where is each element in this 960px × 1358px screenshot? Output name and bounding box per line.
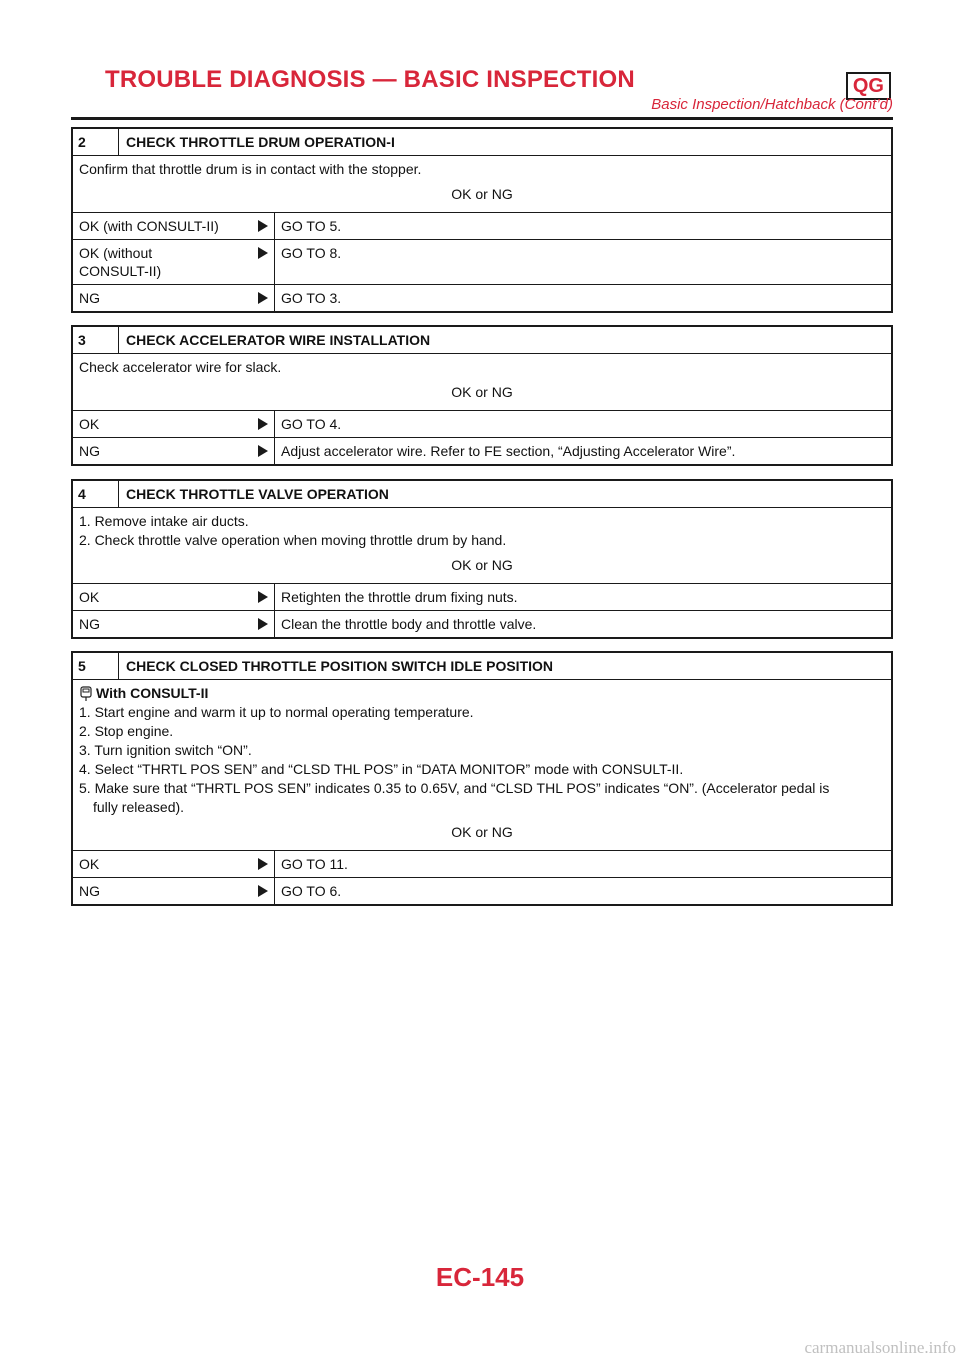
step-header bbox=[73, 653, 891, 680]
instruction-line: fully released). bbox=[93, 799, 185, 815]
step-header bbox=[73, 129, 891, 156]
engine-code-badge: QG bbox=[846, 72, 891, 100]
result-action: GO TO 6. bbox=[274, 878, 891, 904]
step-header bbox=[73, 481, 891, 508]
page-number: EC-145 bbox=[435, 1262, 525, 1292]
step-content bbox=[73, 508, 891, 584]
result-condition: OK bbox=[79, 856, 100, 872]
arrow-right-icon bbox=[258, 591, 268, 603]
instruction-line: 2. Check throttle valve operation when moving throttle drum by hand. bbox=[79, 532, 507, 548]
instruction-line: 2. Stop engine. bbox=[79, 723, 174, 739]
arrow-right-icon bbox=[258, 445, 268, 457]
result-row bbox=[73, 411, 891, 438]
section-subtitle: Basic Inspection/Hatchback (Cont’d) bbox=[651, 96, 893, 113]
step-content bbox=[73, 680, 891, 851]
ok-or-ng-label: OK or NG bbox=[451, 186, 513, 202]
result-row bbox=[73, 851, 891, 878]
step-number: 2 bbox=[73, 129, 119, 155]
arrow-right-icon bbox=[258, 858, 268, 870]
instruction-line: 1. Start engine and warm it up to normal operating temperature. bbox=[79, 704, 474, 720]
step-number: 5 bbox=[73, 653, 119, 679]
result-row bbox=[73, 611, 891, 637]
result-action: GO TO 4. bbox=[274, 411, 891, 437]
arrow-right-icon bbox=[258, 618, 268, 630]
section-title: TROUBLE DIAGNOSIS — BASIC INSPECTION bbox=[105, 66, 635, 93]
step-number: 4 bbox=[73, 481, 119, 507]
consult-label bbox=[79, 684, 885, 703]
result-condition: NG bbox=[79, 290, 100, 306]
ok-or-ng-label: OK or NG bbox=[451, 557, 513, 573]
result-action: Adjust accelerator wire. Refer to FE section, “Adjusting Accelerator Wire”. bbox=[274, 438, 891, 464]
result-action: GO TO 8. bbox=[274, 240, 891, 284]
result-action: Retighten the throttle drum fixing nuts. bbox=[274, 584, 891, 610]
result-row bbox=[73, 240, 891, 285]
step-header bbox=[73, 327, 891, 354]
arrow-right-icon bbox=[258, 418, 268, 430]
result-row bbox=[73, 213, 891, 240]
result-row bbox=[73, 878, 891, 904]
page-header bbox=[71, 66, 893, 120]
result-condition: OK (without CONSULT-II) bbox=[79, 245, 162, 279]
instruction-line: Confirm that throttle drum is in contact with the stopper. bbox=[79, 161, 422, 177]
arrow-right-icon bbox=[258, 292, 268, 304]
instruction-line: 4. Select “THRTL POS SEN” and “CLSD THL POS” in “DATA MONITOR” mode with CONSULT-II. bbox=[79, 761, 684, 777]
step-title: CHECK CLOSED THROTTLE POSITION SWITCH IDLE POSITION bbox=[126, 658, 554, 674]
ok-or-ng-label: OK or NG bbox=[451, 824, 513, 840]
result-action: Clean the throttle body and throttle valve. bbox=[274, 611, 891, 637]
ok-or-ng-label: OK or NG bbox=[451, 384, 513, 400]
arrow-right-icon bbox=[258, 885, 268, 897]
step-block-5 bbox=[71, 651, 893, 906]
step-number: 3 bbox=[73, 327, 119, 353]
result-condition: NG bbox=[79, 883, 100, 899]
result-row bbox=[73, 438, 891, 464]
step-title: CHECK THROTTLE VALVE OPERATION bbox=[126, 486, 389, 502]
instruction-line: Check accelerator wire for slack. bbox=[79, 359, 282, 375]
result-condition: OK bbox=[79, 589, 100, 605]
arrow-right-icon bbox=[258, 220, 268, 232]
header-rule bbox=[71, 117, 893, 120]
instruction-line: 5. Make sure that “THRTL POS SEN” indicates 0.35 to 0.65V, and “CLSD THL POS” indicates “ON”. (Accelerator pedal is bbox=[79, 780, 830, 796]
watermark-link[interactable]: carmanualsonline.info bbox=[804, 1338, 956, 1357]
result-action: GO TO 3. bbox=[274, 285, 891, 311]
consult-label-text: With CONSULT-II bbox=[96, 685, 209, 701]
instruction-line: 1. Remove intake air ducts. bbox=[79, 513, 249, 529]
result-action: GO TO 5. bbox=[274, 213, 891, 239]
step-block-2 bbox=[71, 127, 893, 313]
result-row bbox=[73, 584, 891, 611]
arrow-right-icon bbox=[258, 247, 268, 259]
result-row bbox=[73, 285, 891, 311]
consult-tool-icon bbox=[79, 686, 93, 702]
step-content bbox=[73, 354, 891, 411]
result-condition: NG bbox=[79, 616, 100, 632]
step-content bbox=[73, 156, 891, 213]
result-condition: NG bbox=[79, 443, 100, 459]
step-block-3 bbox=[71, 325, 893, 466]
result-action: GO TO 11. bbox=[274, 851, 891, 877]
step-title: CHECK THROTTLE DRUM OPERATION-I bbox=[126, 134, 395, 150]
result-condition: OK (with CONSULT-II) bbox=[79, 218, 219, 234]
step-title: CHECK ACCELERATOR WIRE INSTALLATION bbox=[126, 332, 431, 348]
instruction-line: 3. Turn ignition switch “ON”. bbox=[79, 742, 252, 758]
result-condition: OK bbox=[79, 416, 100, 432]
step-block-4 bbox=[71, 479, 893, 639]
